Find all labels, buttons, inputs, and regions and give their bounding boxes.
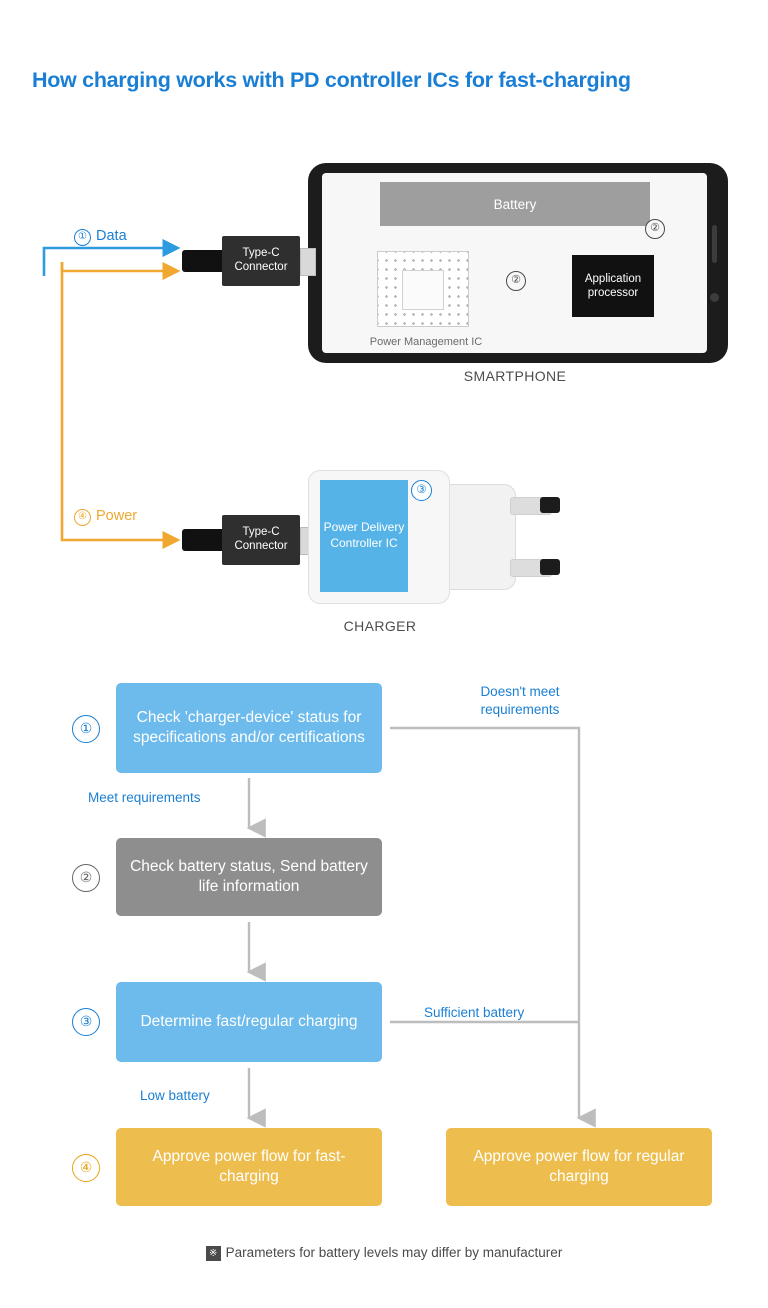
- marker-pd-ic: ③: [411, 480, 432, 501]
- legend-data-label: Data: [96, 228, 127, 244]
- step-box-2: Check battery status, Send battery life information: [116, 838, 382, 916]
- step-number-3: ③: [72, 1008, 100, 1036]
- type-c-connector-bottom: Type-C Connector: [222, 515, 300, 565]
- step-number-4: ④: [72, 1154, 100, 1182]
- step-box-regular-charging: Approve power flow for regular charging: [446, 1128, 712, 1206]
- cable-plug-bottom: [182, 529, 226, 551]
- legend-power-number: ④: [74, 509, 91, 526]
- step-box-1: Check 'charger-device' status for specifications and/or certifications: [116, 683, 382, 773]
- step-box-3: Determine fast/regular charging: [116, 982, 382, 1062]
- legend-power-label: Power: [96, 508, 138, 524]
- speaker-icon: [712, 225, 717, 263]
- power-management-ic-label: Power Management IC: [369, 336, 483, 348]
- label-low-battery: Low battery: [140, 1088, 210, 1103]
- step-number-2: ②: [72, 864, 100, 892]
- plug-prong-bottom-tip: [540, 559, 560, 575]
- charging-flowchart: [0, 660, 768, 1260]
- legend-data-number: ①: [74, 229, 91, 246]
- charging-illustration: [0, 140, 768, 660]
- power-management-ic-block: [377, 251, 469, 327]
- label-sufficient-battery: Sufficient battery: [424, 1005, 525, 1020]
- chip-core-icon: [402, 270, 444, 310]
- charger-label: CHARGER: [343, 618, 417, 634]
- footnote: [0, 1245, 768, 1261]
- battery-block: Battery: [380, 182, 650, 226]
- marker-ap: ②: [506, 271, 526, 291]
- type-c-connector-top: Type-C Connector: [222, 236, 300, 286]
- plug-prong-top-tip: [540, 497, 560, 513]
- cable-plug-top: [182, 250, 226, 272]
- smartphone-label: SMARTPHONE: [463, 368, 567, 384]
- label-meet-requirements: Meet requirements: [88, 790, 201, 805]
- footnote-mark-icon: ※: [206, 1246, 221, 1261]
- camera-icon: [710, 293, 719, 302]
- pd-controller-ic-block: Power Delivery Controller IC: [320, 480, 408, 592]
- step-number-1: ①: [72, 715, 100, 743]
- application-processor-block: Application processor: [572, 255, 654, 317]
- page-title: How charging works with PD controller ICs for fast-charging: [32, 68, 631, 92]
- label-doesnt-meet-requirements: Doesn't meet requirements: [480, 684, 560, 718]
- connector-tip-top: [300, 248, 316, 276]
- step-box-4: Approve power flow for fast-charging: [116, 1128, 382, 1206]
- marker-battery: ②: [645, 219, 665, 239]
- footnote-text: Parameters for battery levels may differ by manufacturer: [225, 1245, 563, 1260]
- legend-power: [74, 508, 137, 526]
- legend-data: [74, 228, 127, 246]
